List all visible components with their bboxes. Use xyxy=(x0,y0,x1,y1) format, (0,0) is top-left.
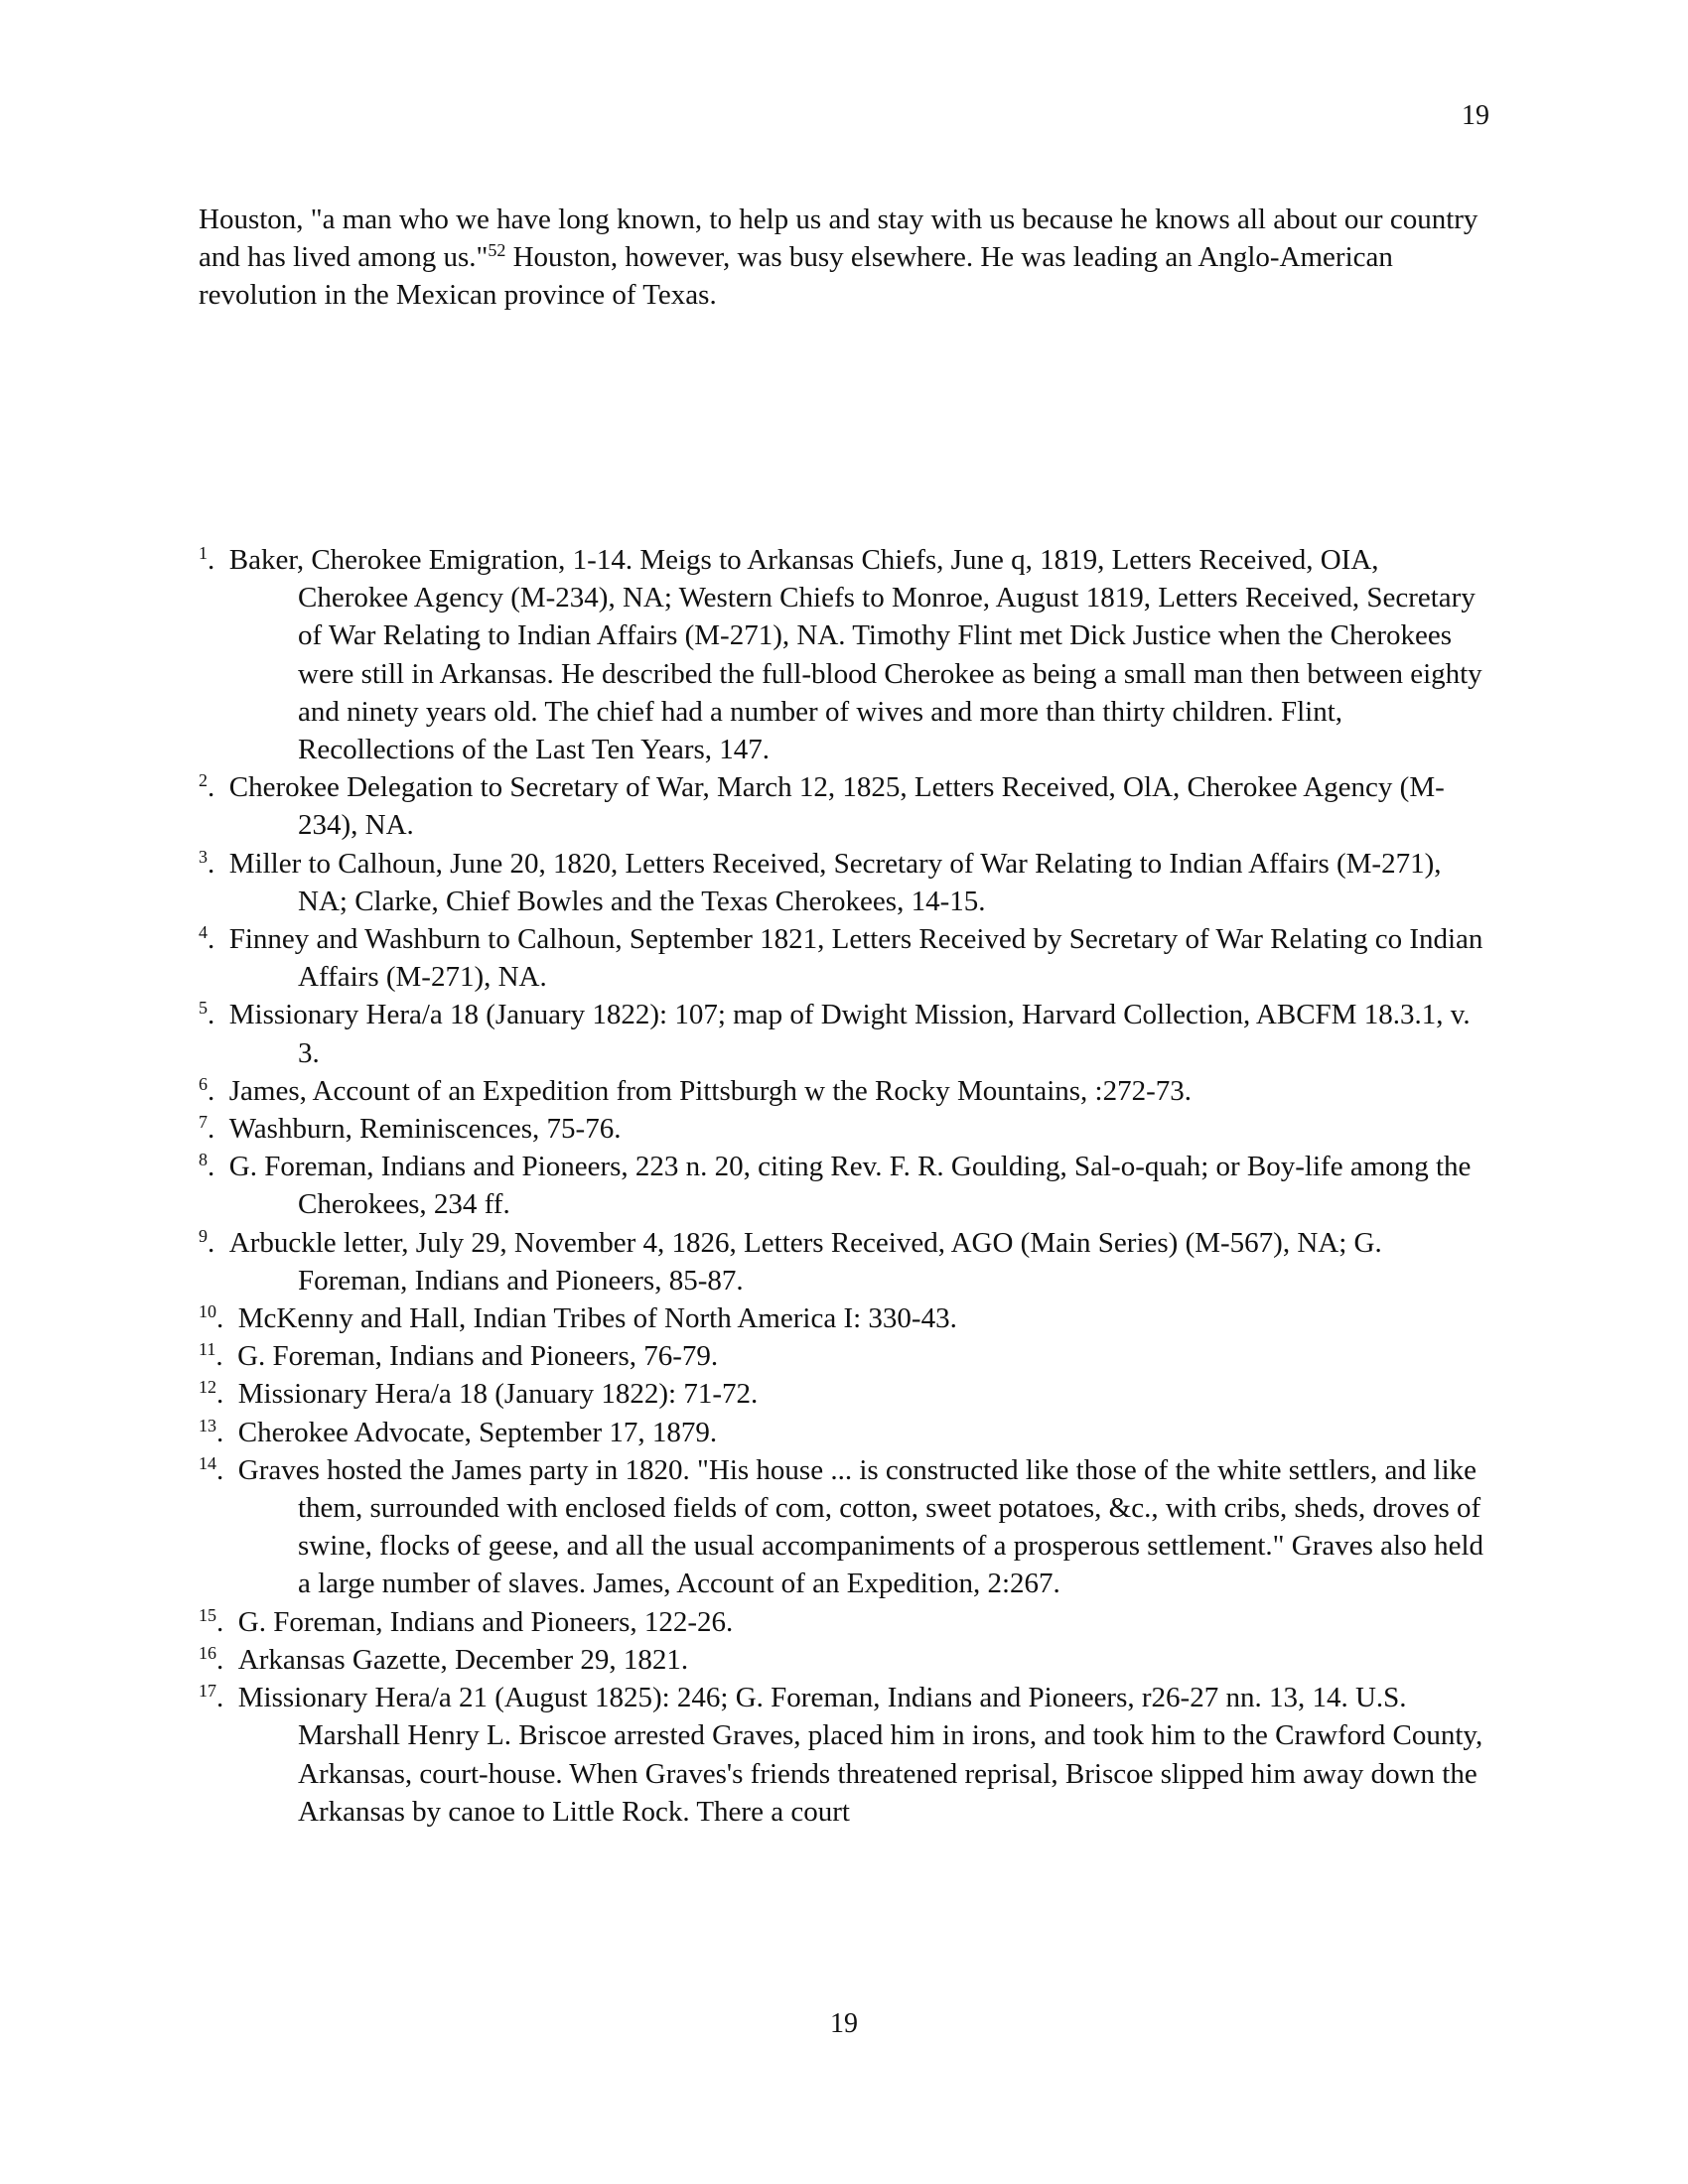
footnote-item: $^4$. Finney and Washburn to Calhoun, September 1821, Letters Received by Secretary of War Relating co Indian Affairs (M-271), NA. xyxy=(199,922,1483,994)
footnote-text: Baker, Cherokee Emigration, 1-14. Meigs to Arkansas Chiefs, June q, 1819, Letters Received, OIA, Cherokee Agency (M-234), NA; Western Chiefs to Monroe, August 1819, Letters Received, Secretary of War Relating to Indian Affairs (M-271), NA. Timothy Flint met Dick Justice when the Cherokees were still in Arkansas. He described the full-blood Cherokee as being a small man then between eighty and ninety years old. The chief had a number of wives and more than thirty children. Flint, Recollections of the Last Ten Years, 147. xyxy=(228,544,1482,766)
footnote-number: 17 xyxy=(199,1681,216,1702)
footnote-item: $^1$. Baker, Cherokee Emigration, 1-14. Meigs to Arkansas Chiefs, June q, 1819, Letters Received, OIA, Cherokee Agency (M-234), NA; Western Chiefs to Monroe, August 1819, Letters Received, Secretary of War Relating to Indian Affairs (M-271), NA. Timothy Flint met Dick Justice when the Cherokees were still in Arkansas. He described the full-blood Cherokee as being a small man then between eighty and ninety years old. The chief had a number of wives and more than thirty children. Flint, Recollections of the Last Ten Years, 147. xyxy=(199,543,1482,766)
footnote-text: Missionary Hera/a 18 (January 1822): 71-72. xyxy=(237,1378,759,1411)
footnote-item: $^{12}$. Missionary Hera/a 18 (January 1822): 71-72. xyxy=(199,1377,759,1411)
footnote-text: Cherokee Advocate, September 17, 1879. xyxy=(237,1416,718,1448)
footnote-number: 1 xyxy=(199,543,208,563)
footnote-item: $^7$. Washburn, Reminiscences, 75-76. xyxy=(199,1112,622,1146)
footnote-number: 2 xyxy=(199,770,208,791)
body-paragraph xyxy=(199,201,1489,314)
footnote-item: $^3$. Miller to Calhoun, June 20, 1820, Letters Received, Secretary of War Relating to Indian Affairs (M-271), NA; Clarke, Chief Bowles and the Texas Cherokees, 14-15. xyxy=(199,846,1442,917)
footnote-item: $^{11}$. G. Foreman, Indians and Pioneers, 76-79. xyxy=(199,1339,719,1373)
footnote-number: 10 xyxy=(199,1301,216,1322)
footnote-number: 11 xyxy=(199,1339,216,1360)
footnote-item: $^2$. Cherokee Delegation to Secretary of War, March 12, 1825, Letters Received, OlA, Cherokee Agency (M-234), NA. xyxy=(199,770,1445,842)
footnote-text: James, Account of an Expedition from Pittsburgh w the Rocky Mountains, :272-73. xyxy=(228,1074,1192,1107)
footnote-text: Graves hosted the James party in 1820. "His house ... is constructed like those of the white settlers, and like them, surrounded with enclosed fields of com, cotton, sweet potatoes, &c., with cribs, sheds, droves of swine, flocks of geese, and all the usual accompaniments of a prosperous settlement." Graves also held a large number of slaves. James, Account of an Expedition, 2:267. xyxy=(237,1453,1484,1600)
footnote-text: G. Foreman, Indians and Pioneers, 76-79. xyxy=(237,1340,719,1373)
footnote-text: Washburn, Reminiscences, 75-76. xyxy=(228,1113,622,1146)
footnote-text: G. Foreman, Indians and Pioneers, 122-26. xyxy=(237,1605,734,1638)
footnote-text: Miller to Calhoun, June 20, 1820, Letters Received, Secretary of War Relating to Indian Affairs (M-271), NA; Clarke, Chief Bowles and the Texas Cherokees, 14-15. xyxy=(228,847,1442,917)
footnote-item: $^6$. James, Account of an Expedition from Pittsburgh w the Rocky Mountains, :272-73. xyxy=(199,1073,1192,1107)
footnote-item: $^{16}$. Arkansas Gazette, December 29, 1821. xyxy=(199,1642,689,1676)
body-text-start: Houston, "a man who we have long known, to help us and stay with us because he knows all about our country and has lived among us." xyxy=(199,204,1478,273)
footnote-number: 15 xyxy=(199,1604,216,1625)
footnote-number: 12 xyxy=(199,1377,216,1398)
page-number-top: 19 xyxy=(1462,100,1489,131)
footnote-text: Missionary Hera/a 21 (August 1825): 246; G. Foreman, Indians and Pioneers, r26-27 nn. 13, 14. U.S. Marshall Henry L. Briscoe arrested Graves, placed him in irons, and took him to the Crawford County, Arkansas, court-house. When Graves's friends threatened reprisal, Briscoe slipped him away down the Arkansas by canoe to Little Rock. There a court xyxy=(237,1682,1483,1828)
footnote-number: 9 xyxy=(199,1225,208,1246)
footnote-number: 4 xyxy=(199,922,208,943)
footnote-number: 5 xyxy=(199,998,208,1019)
footnote-text: Arbuckle letter, July 29, November 4, 1826, Letters Received, AGO (Main Series) (M-567), NA; G. Foreman, Indians and Pioneers, 85-87. xyxy=(228,1226,1382,1297)
footnote-item: $^{15}$. G. Foreman, Indians and Pioneers, 122-26. xyxy=(199,1604,734,1638)
footnote-text: McKenny and Hall, Indian Tribes of North America I: 330-43. xyxy=(237,1302,957,1335)
footnote-text: G. Foreman, Indians and Pioneers, 223 n. 20, citing Rev. F. R. Goulding, Sal-o-quah; or Boy-life among the Cherokees, 234 ff. xyxy=(228,1151,1472,1221)
footnote-reference: 52 xyxy=(488,240,506,260)
footnote-item: $^{17}$. Missionary Hera/a 21 (August 1825): 246; G. Foreman, Indians and Pioneers, r26-27 nn. 13, 14. U.S. Marshall Henry L. Briscoe arrested Graves, placed him in irons, and took him to the Crawford County, Arkansas, court-house. When Graves's friends threatened reprisal, Briscoe slipped him away down the Arkansas by canoe to Little Rock. There a court xyxy=(199,1681,1483,1828)
footnote-item: $^5$. Missionary Hera/a 18 (January 1822): 107; map of Dwight Mission, Harvard Collection, ABCFM 18.3.1, v. 3. xyxy=(199,998,1471,1069)
footnote-number: 16 xyxy=(199,1642,216,1663)
footnote-text: Arkansas Gazette, December 29, 1821. xyxy=(237,1643,689,1676)
footnote-number: 14 xyxy=(199,1452,216,1473)
page-number-bottom: 19 xyxy=(830,2008,858,2039)
footnote-text: Missionary Hera/a 18 (January 1822): 107; map of Dwight Mission, Harvard Collection, ABCFM 18.3.1, v. 3. xyxy=(228,999,1471,1069)
footnote-number: 13 xyxy=(199,1415,216,1435)
footnote-text: Finney and Washburn to Calhoun, September 1821, Letters Received by Secretary of War Relating co Indian Affairs (M-271), NA. xyxy=(228,923,1483,994)
footnote-number: 6 xyxy=(199,1073,208,1094)
footnote-number: 8 xyxy=(199,1150,208,1170)
footnotes-list xyxy=(199,541,1489,1831)
footnote-item: $^{10}$. McKenny and Hall, Indian Tribes of North America I: 330-43. xyxy=(199,1301,957,1335)
footnote-number: 7 xyxy=(199,1112,208,1133)
footnote-item: $^{13}$. Cherokee Advocate, September 17, 1879. xyxy=(199,1415,718,1448)
footnote-item: $^8$. G. Foreman, Indians and Pioneers, 223 n. 20, citing Rev. F. R. Goulding, Sal-o-quah; or Boy-life among the Cherokees, 234 ff. xyxy=(199,1150,1472,1221)
footnote-number: 3 xyxy=(199,846,208,867)
footnote-text: Cherokee Delegation to Secretary of War, March 12, 1825, Letters Received, OlA, Cherokee Agency (M-234), NA. xyxy=(228,771,1445,842)
body-text-end: Houston, however, was busy elsewhere. He was leading an Anglo-American revolution in the Mexican province of Texas. xyxy=(199,241,1393,311)
footnote-item: $^{14}$. Graves hosted the James party in 1820. "His house ... is constructed like those of the white settlers, and like them, surrounded with enclosed fields of com, cotton, sweet potatoes, &c., with cribs, sheds, droves of swine, flocks of geese, and all the usual accompaniments of a prosperous settlement." Graves also held a large number of slaves. James, Account of an Expedition, 2:267. xyxy=(199,1452,1484,1600)
footnote-item: $^9$. Arbuckle letter, July 29, November 4, 1826, Letters Received, AGO (Main Series) (M-567), NA; G. Foreman, Indians and Pioneers, 85-87. xyxy=(199,1225,1382,1297)
